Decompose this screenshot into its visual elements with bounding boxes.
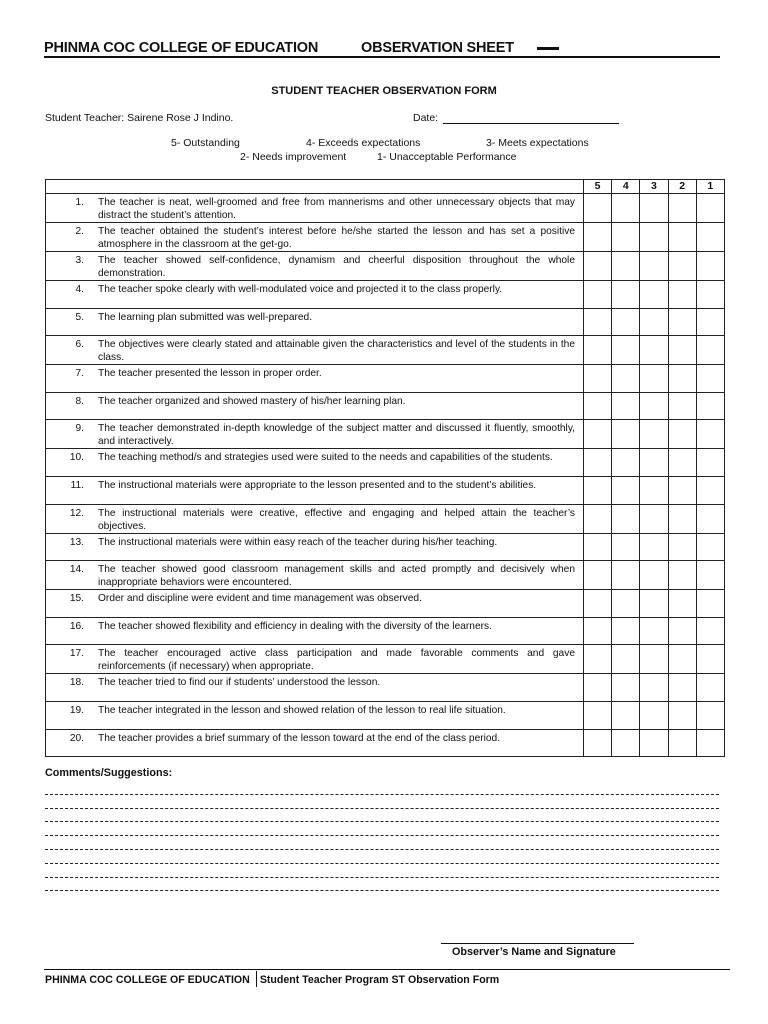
criterion-cell [46, 336, 584, 365]
criterion-cell [46, 590, 584, 618]
rating-cell-5[interactable] [584, 561, 612, 590]
rating-header-4: 4 [612, 180, 640, 194]
legend-meets: 3- Meets expectations [486, 137, 589, 149]
criterion-cell [46, 392, 584, 420]
student-teacher-label: Student Teacher: Sairene Rose J Indino. [45, 112, 234, 124]
rating-cell-1[interactable] [696, 476, 724, 504]
criterion-cell [46, 504, 584, 533]
rating-cell-5[interactable] [584, 336, 612, 365]
table-row [46, 420, 725, 449]
criterion-cell [46, 252, 584, 281]
criterion-cell [46, 701, 584, 729]
date-field[interactable] [443, 123, 619, 124]
rating-cell-2[interactable] [668, 308, 696, 336]
rating-cell-2[interactable] [668, 561, 696, 590]
rating-cell-3[interactable] [640, 617, 668, 645]
criterion-cell [46, 420, 584, 449]
criterion-number: 1. [75, 197, 84, 208]
criterion-number: 15. [69, 593, 84, 605]
rating-cell-2[interactable] [668, 674, 696, 702]
table-row [46, 617, 725, 645]
rating-cell-5[interactable] [584, 645, 612, 674]
rating-cell-2[interactable] [668, 590, 696, 618]
table-row [46, 590, 725, 618]
table-row [46, 365, 725, 393]
table-row [46, 729, 725, 757]
comment-line[interactable] [45, 781, 719, 795]
rating-cell-2[interactable] [668, 533, 696, 561]
legend-needs-improvement: 2- Needs improvement [240, 151, 347, 163]
rating-header-5: 5 [584, 180, 612, 194]
rating-cell-3[interactable] [640, 504, 668, 533]
rating-cell-2[interactable] [668, 617, 696, 645]
rating-cell-1[interactable] [696, 504, 724, 533]
criterion-number: 16. [69, 620, 84, 632]
rating-cell-1[interactable] [696, 617, 724, 645]
criterion-text: The teacher showed good classroom management skills and acted promptly and decisively when inappropriate behaviors were encountered. [98, 564, 575, 589]
rating-cell-2[interactable] [668, 420, 696, 449]
rating-cell-1[interactable] [696, 308, 724, 336]
rating-header-2: 2 [668, 180, 696, 194]
rating-cell-2[interactable] [668, 645, 696, 674]
rating-cell-5[interactable] [584, 674, 612, 702]
criterion-number: 20. [69, 732, 84, 744]
rating-cell-5[interactable] [584, 223, 612, 252]
rating-cell-2[interactable] [668, 449, 696, 477]
criterion-number: 14. [69, 564, 84, 576]
table-row [46, 308, 725, 336]
table-row [46, 194, 725, 223]
rating-cell-5[interactable] [584, 194, 612, 223]
criterion-cell [46, 561, 584, 590]
criterion-cell [46, 533, 584, 561]
legend-outstanding: 5- Outstanding [171, 137, 240, 149]
rating-cell-3[interactable] [640, 645, 668, 674]
rating-cell-1[interactable] [696, 365, 724, 393]
rating-cell-3[interactable] [640, 308, 668, 336]
comments-label: Comments/Suggestions: [45, 767, 173, 779]
rating-cell-3[interactable] [640, 194, 668, 223]
table-row [46, 504, 725, 533]
table-row [46, 252, 725, 281]
rating-cell-3[interactable] [640, 420, 668, 449]
rating-cell-1[interactable] [696, 674, 724, 702]
criterion-number: 9. [75, 423, 84, 435]
rating-cell-4[interactable] [612, 194, 640, 223]
criterion-number: 11. [70, 479, 84, 491]
rating-cell-1[interactable] [696, 561, 724, 590]
criterion-text: The teacher presented the lesson in proper order. [98, 368, 322, 380]
rating-cell-2[interactable] [668, 281, 696, 309]
observation-table [45, 179, 725, 757]
comment-line[interactable] [45, 864, 719, 878]
table-row [46, 336, 725, 365]
criterion-text: The teacher demonstrated in-depth knowledge of the subject matter and discussed it fluently, smoothly, and interactively. [98, 423, 575, 448]
rating-cell-4[interactable] [612, 476, 640, 504]
rating-cell-4[interactable] [612, 561, 640, 590]
rating-cell-3[interactable] [640, 561, 668, 590]
criterion-number: 6. [75, 339, 84, 351]
table-header-row [46, 180, 725, 194]
table-row [46, 281, 725, 309]
comment-line[interactable] [45, 878, 719, 892]
rating-cell-5[interactable] [584, 476, 612, 504]
rating-cell-3[interactable] [640, 392, 668, 420]
criterion-number: 2. [75, 226, 84, 237]
criterion-number: 17. [69, 648, 84, 660]
rating-cell-1[interactable] [696, 194, 724, 223]
rating-cell-4[interactable] [612, 729, 640, 757]
rating-header-1: 1 [696, 180, 724, 194]
footer-program: Student Teacher Program ST Observation Form [259, 974, 500, 986]
rating-cell-5[interactable] [584, 590, 612, 618]
comment-line[interactable] [45, 795, 719, 809]
criterion-text: The teacher encouraged active class participation and made favorable comments and gave reinforcements (if necessary) when appropriate. [98, 648, 575, 673]
criterion-text: The teacher showed self-confidence, dynamism and cheerful disposition throughout the whole demonstration. [98, 255, 575, 279]
rating-cell-1[interactable] [696, 281, 724, 309]
criterion-text: The teacher obtained the student’s interest before he/she started the lesson and has set a positive atmosphere in the classroom at the get-go. [98, 226, 575, 250]
criterion-number: 13. [69, 536, 84, 548]
comment-line[interactable] [45, 822, 719, 836]
rating-cell-5[interactable] [584, 533, 612, 561]
date-label: Date: [413, 112, 439, 124]
criterion-text: The instructional materials were appropriate to the lesson presented and to the student’s abilities. [98, 479, 537, 491]
criterion-number: 7. [75, 368, 84, 380]
criterion-cell [46, 194, 584, 223]
rating-cell-1[interactable] [696, 223, 724, 252]
rating-cell-1[interactable] [696, 420, 724, 449]
rating-cell-3[interactable] [640, 590, 668, 618]
criterion-text: The teacher provides a brief summary of the lesson toward at the end of the class period. [98, 732, 501, 744]
criterion-text: The teacher showed flexibility and efficiency in dealing with the diversity of the learners. [98, 620, 492, 632]
rating-cell-5[interactable] [584, 281, 612, 309]
comment-line[interactable] [45, 850, 719, 864]
rating-cell-3[interactable] [640, 674, 668, 702]
rating-cell-1[interactable] [696, 533, 724, 561]
footer-separator [256, 971, 257, 987]
criterion-cell [46, 645, 584, 674]
footer-rule [44, 969, 730, 970]
rating-cell-4[interactable] [612, 223, 640, 252]
criterion-text: The objectives were clearly stated and attainable given the characteristics and level of the students in the class. [98, 339, 575, 364]
criterion-cell [46, 617, 584, 645]
rating-cell-3[interactable] [640, 252, 668, 281]
rating-cell-1[interactable] [696, 252, 724, 281]
rating-cell-3[interactable] [640, 449, 668, 477]
rating-cell-4[interactable] [612, 420, 640, 449]
criterion-text: Order and discipline were evident and time management was observed. [98, 593, 422, 605]
criterion-cell [46, 674, 584, 702]
criterion-number: 4. [75, 284, 84, 295]
table-row [46, 476, 725, 504]
rating-cell-3[interactable] [640, 365, 668, 393]
legend-exceeds: 4- Exceeds expectations [306, 137, 421, 149]
rating-cell-1[interactable] [696, 392, 724, 420]
rating-cell-4[interactable] [612, 308, 640, 336]
rating-cell-4[interactable] [612, 701, 640, 729]
form-title: STUDENT TEACHER OBSERVATION FORM [271, 85, 497, 97]
criterion-cell [46, 476, 584, 504]
criterion-text: The teacher spoke clearly with well-modulated voice and projected it to the class properly. [98, 284, 503, 295]
rating-cell-4[interactable] [612, 449, 640, 477]
rating-cell-5[interactable] [584, 420, 612, 449]
rating-cell-4[interactable] [612, 590, 640, 618]
criterion-text: The instructional materials were within easy reach of the teacher during his/her teaching. [98, 536, 498, 548]
criterion-number: 12. [69, 507, 84, 519]
signature-line[interactable] [441, 943, 634, 944]
rating-cell-4[interactable] [612, 504, 640, 533]
criterion-number: 19. [69, 704, 84, 716]
rating-cell-5[interactable] [584, 617, 612, 645]
comment-line[interactable] [45, 809, 719, 823]
criteria-header [46, 180, 584, 194]
rating-cell-4[interactable] [612, 392, 640, 420]
rating-cell-3[interactable] [640, 281, 668, 309]
rating-cell-4[interactable] [612, 281, 640, 309]
criterion-text: The instructional materials were creative, effective and engaging and helped attain the teacher’s objectives. [98, 507, 575, 532]
criterion-number: 10. [69, 452, 84, 464]
rating-header-3: 3 [640, 180, 668, 194]
rating-cell-2[interactable] [668, 701, 696, 729]
rating-cell-5[interactable] [584, 392, 612, 420]
table-row [46, 645, 725, 674]
rating-cell-4[interactable] [612, 645, 640, 674]
header-school-name: PHINMA COC COLLEGE OF EDUCATION [44, 40, 319, 56]
rating-cell-4[interactable] [612, 533, 640, 561]
criterion-text: The teacher is neat, well-groomed and free from mannerisms and other unnecessary objects that may distract the student’s attention. [98, 197, 575, 221]
rating-cell-2[interactable] [668, 252, 696, 281]
rating-cell-4[interactable] [612, 336, 640, 365]
comments-area [45, 781, 719, 891]
rating-cell-4[interactable] [612, 617, 640, 645]
table-row [46, 223, 725, 252]
criterion-number: 18. [69, 677, 84, 689]
rating-cell-4[interactable] [612, 674, 640, 702]
rating-cell-4[interactable] [612, 365, 640, 393]
criterion-text: The teacher tried to find our if students’ understood the lesson. [98, 677, 381, 689]
criterion-number: 3. [75, 255, 84, 266]
meta-row [45, 112, 725, 126]
rating-cell-1[interactable] [696, 645, 724, 674]
criterion-number: 5. [75, 311, 84, 323]
criterion-cell [46, 449, 584, 477]
table-row [46, 674, 725, 702]
table-row [46, 561, 725, 590]
rating-cell-1[interactable] [696, 336, 724, 365]
criterion-cell [46, 223, 584, 252]
observer-signature-label: Observer’s Name and Signature [452, 946, 616, 958]
rating-cell-3[interactable] [640, 223, 668, 252]
rating-cell-2[interactable] [668, 223, 696, 252]
rating-cell-2[interactable] [668, 365, 696, 393]
rating-cell-2[interactable] [668, 476, 696, 504]
rating-cell-2[interactable] [668, 194, 696, 223]
criterion-cell [46, 729, 584, 757]
rating-cell-5[interactable] [584, 504, 612, 533]
rating-cell-5[interactable] [584, 252, 612, 281]
criterion-cell [46, 308, 584, 336]
rating-cell-2[interactable] [668, 336, 696, 365]
rating-cell-1[interactable] [696, 729, 724, 757]
header-dash-mark [537, 47, 559, 50]
rating-cell-1[interactable] [696, 701, 724, 729]
rating-cell-5[interactable] [584, 308, 612, 336]
rating-cell-2[interactable] [668, 392, 696, 420]
criterion-text: The teacher organized and showed mastery of his/her learning plan. [98, 395, 406, 407]
table-row [46, 533, 725, 561]
criterion-text: The learning plan submitted was well-prepared. [98, 311, 313, 323]
rating-cell-1[interactable] [696, 449, 724, 477]
criterion-cell [46, 365, 584, 393]
rating-cell-1[interactable] [696, 590, 724, 618]
table-row [46, 449, 725, 477]
legend-unacceptable: 1- Unacceptable Performance [377, 151, 517, 163]
rating-cell-5[interactable] [584, 449, 612, 477]
rating-cell-3[interactable] [640, 533, 668, 561]
rating-cell-3[interactable] [640, 476, 668, 504]
rating-cell-2[interactable] [668, 729, 696, 757]
rating-cell-4[interactable] [612, 252, 640, 281]
criterion-text: The teaching method/s and strategies used were suited to the needs and capabilities of the students. [98, 452, 553, 464]
rating-cell-5[interactable] [584, 365, 612, 393]
rating-cell-5[interactable] [584, 701, 612, 729]
criterion-number: 8. [75, 395, 84, 407]
table-row [46, 701, 725, 729]
rating-cell-3[interactable] [640, 729, 668, 757]
page-footer [45, 971, 499, 987]
table-row [46, 392, 725, 420]
rating-cell-3[interactable] [640, 336, 668, 365]
header-rule [44, 56, 720, 58]
criterion-text: The teacher integrated in the lesson and showed relation of the lesson to real life situation. [98, 704, 506, 716]
rating-cell-2[interactable] [668, 504, 696, 533]
header-sheet-title: OBSERVATION SHEET [361, 40, 514, 56]
rating-cell-5[interactable] [584, 729, 612, 757]
comment-line[interactable] [45, 836, 719, 850]
rating-cell-3[interactable] [640, 701, 668, 729]
criterion-cell [46, 281, 584, 309]
footer-school-name: PHINMA COC COLLEGE OF EDUCATION [45, 974, 250, 986]
